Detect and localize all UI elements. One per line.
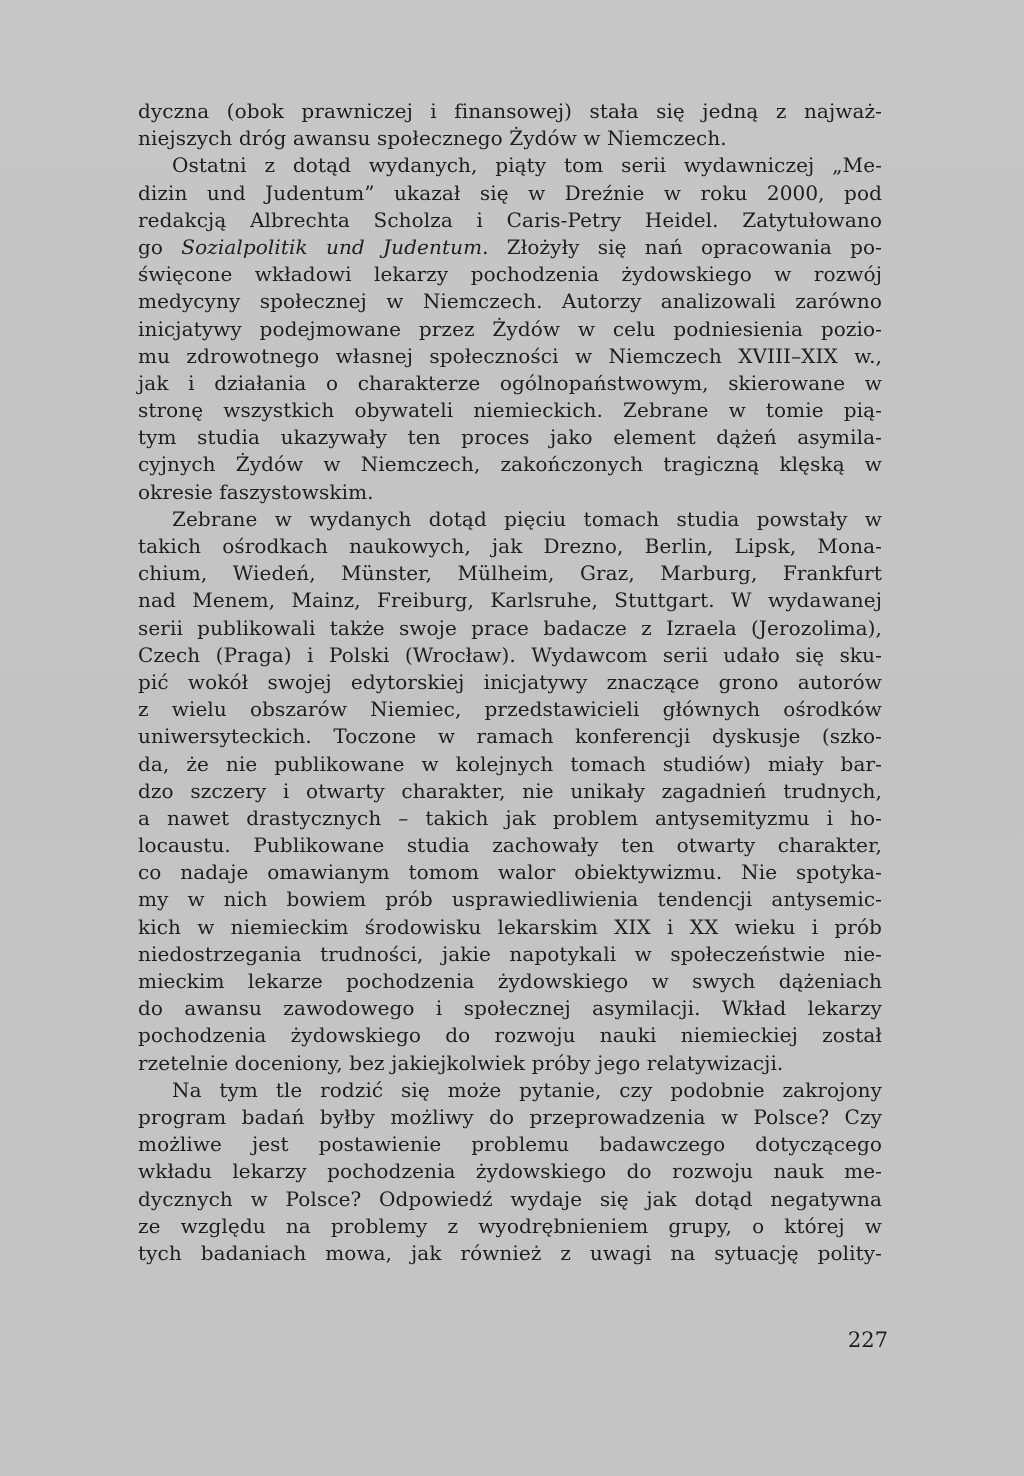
text-line: kich w niemieckim środowisku lekarskim XIX i XX wieku i prób bbox=[138, 914, 882, 939]
text-line: możliwe jest postawienie problemu badawczego dotyczącego bbox=[138, 1132, 882, 1157]
text-line: my w nich bowiem prób usprawiedliwienia tendencji antysemic- bbox=[138, 887, 882, 912]
text-line: do awansu zawodowego i społecznej asymilacji. Wkład lekarzy bbox=[138, 996, 882, 1021]
text-line: a nawet drastycznych – takich jak problem antysemityzmu i ho- bbox=[138, 805, 882, 830]
book-title: Sozialpolitik und Judentum bbox=[181, 234, 483, 259]
text-line: da, że nie publikowane w kolejnych tomach studiów) miały bar- bbox=[138, 751, 882, 776]
text-line: inicjatywy podejmowane przez Żydów w celu podniesienia pozio- bbox=[138, 316, 882, 341]
text-line: dycznych w Polsce? Odpowiedź wydaje się jak dotąd negatywna bbox=[138, 1186, 882, 1211]
text-line: niedostrzegania trudności, jakie napotykali w społeczeństwie nie- bbox=[138, 941, 882, 966]
text-line: stronę wszystkich obywateli niemieckich. Zebrane w tomie pią- bbox=[138, 398, 882, 423]
text-line: Ostatni z dotąd wydanych, piąty tom serii wydawniczej „Me- bbox=[172, 153, 882, 178]
text-line: dizin und Judentum” ukazał się w Dreźnie w roku 2000, pod bbox=[138, 180, 882, 205]
text-line: wkładu lekarzy pochodzenia żydowskiego do rozwoju nauk me- bbox=[138, 1159, 882, 1184]
text-line: Zebrane w wydanych dotąd pięciu tomach studia powstały w bbox=[172, 506, 882, 531]
text-line: pić wokół swojej edytorskiej inicjatywy znaczące grono autorów bbox=[138, 669, 882, 694]
text-line: medycyny społecznej w Niemczech. Autorzy analizowali zarówno bbox=[138, 289, 882, 314]
text-line: nad Menem, Mainz, Freiburg, Karlsruhe, Stuttgart. W wydawanej bbox=[138, 588, 882, 613]
text-line: rzetelnie doceniony, bez jakiejkolwiek próby jego relatywizacji. bbox=[138, 1050, 784, 1075]
text-line: Na tym tle rodzić się może pytanie, czy podobnie zakrojony bbox=[172, 1077, 882, 1102]
text-line: ze względu na problemy z wyodrębnieniem grupy, o której w bbox=[138, 1213, 882, 1238]
text-line: dzo szczery i otwarty charakter, nie unikały zagadnień trudnych, bbox=[138, 778, 882, 803]
page-number: 227 bbox=[847, 1328, 888, 1352]
text-line: co nadaje omawianym tomom walor obiektywizmu. Nie spotyka- bbox=[138, 860, 882, 885]
text-line: redakcją Albrechta Scholza i Caris-Petry Heidel. Zatytułowano bbox=[138, 207, 882, 232]
text-line: Czech (Praga) i Polski (Wrocław). Wydawcom serii udało się sku- bbox=[138, 642, 882, 667]
text-line: chium, Wiedeń, Münster, Mülheim, Graz, Marburg, Frankfurt bbox=[138, 561, 882, 586]
text-line: serii publikowali także swoje prace badacze z Izraela (Jerozolima), bbox=[138, 615, 882, 640]
text-line: takich ośrodkach naukowych, jak Drezno, Berlin, Lipsk, Mona- bbox=[138, 534, 882, 558]
body-text bbox=[138, 98, 882, 1267]
text-line: mieckim lekarze pochodzenia żydowskiego w swych dążeniach bbox=[138, 969, 882, 993]
text-line: cyjnych Żydów w Niemczech, zakończonych tragiczną klęską w bbox=[138, 452, 882, 477]
text-line: niejszych dróg awansu społecznego Żydów w Niemczech. bbox=[138, 126, 727, 151]
text-line: święcone wkładowi lekarzy pochodzenia żydowskiego w rozwój bbox=[138, 262, 882, 287]
text-line: dyczna (obok prawniczej i finansowej) stała się jedną z najważ- bbox=[138, 99, 882, 123]
text-line: okresie faszystowskim. bbox=[138, 479, 374, 504]
text-line: tych badaniach mowa, jak również z uwagi na sytuację polity- bbox=[138, 1240, 882, 1265]
text-line: go Sozialpolitik und Judentum. Złożyły się nań opracowania po- bbox=[138, 234, 882, 259]
text-line: locaustu. Publikowane studia zachowały ten otwarty charakter, bbox=[138, 833, 882, 858]
text-line: pochodzenia żydowskiego do rozwoju nauki niemieckiej został bbox=[138, 1023, 882, 1048]
text-line: uniwersyteckich. Toczone w ramach konferencji dyskusje (szko- bbox=[138, 724, 882, 749]
text-line: jak i działania o charakterze ogólnopaństwowym, skierowane w bbox=[138, 370, 882, 395]
text-line: z wielu obszarów Niemiec, przedstawicieli głównych ośrodków bbox=[138, 697, 882, 722]
text-line: tym studia ukazywały ten proces jako element dążeń asymila- bbox=[138, 425, 882, 450]
text-line: program badań byłby możliwy do przeprowadzenia w Polsce? Czy bbox=[138, 1104, 882, 1129]
text-line: mu zdrowotnego własnej społeczności w Niemczech XVIII–XIX w., bbox=[138, 343, 882, 368]
